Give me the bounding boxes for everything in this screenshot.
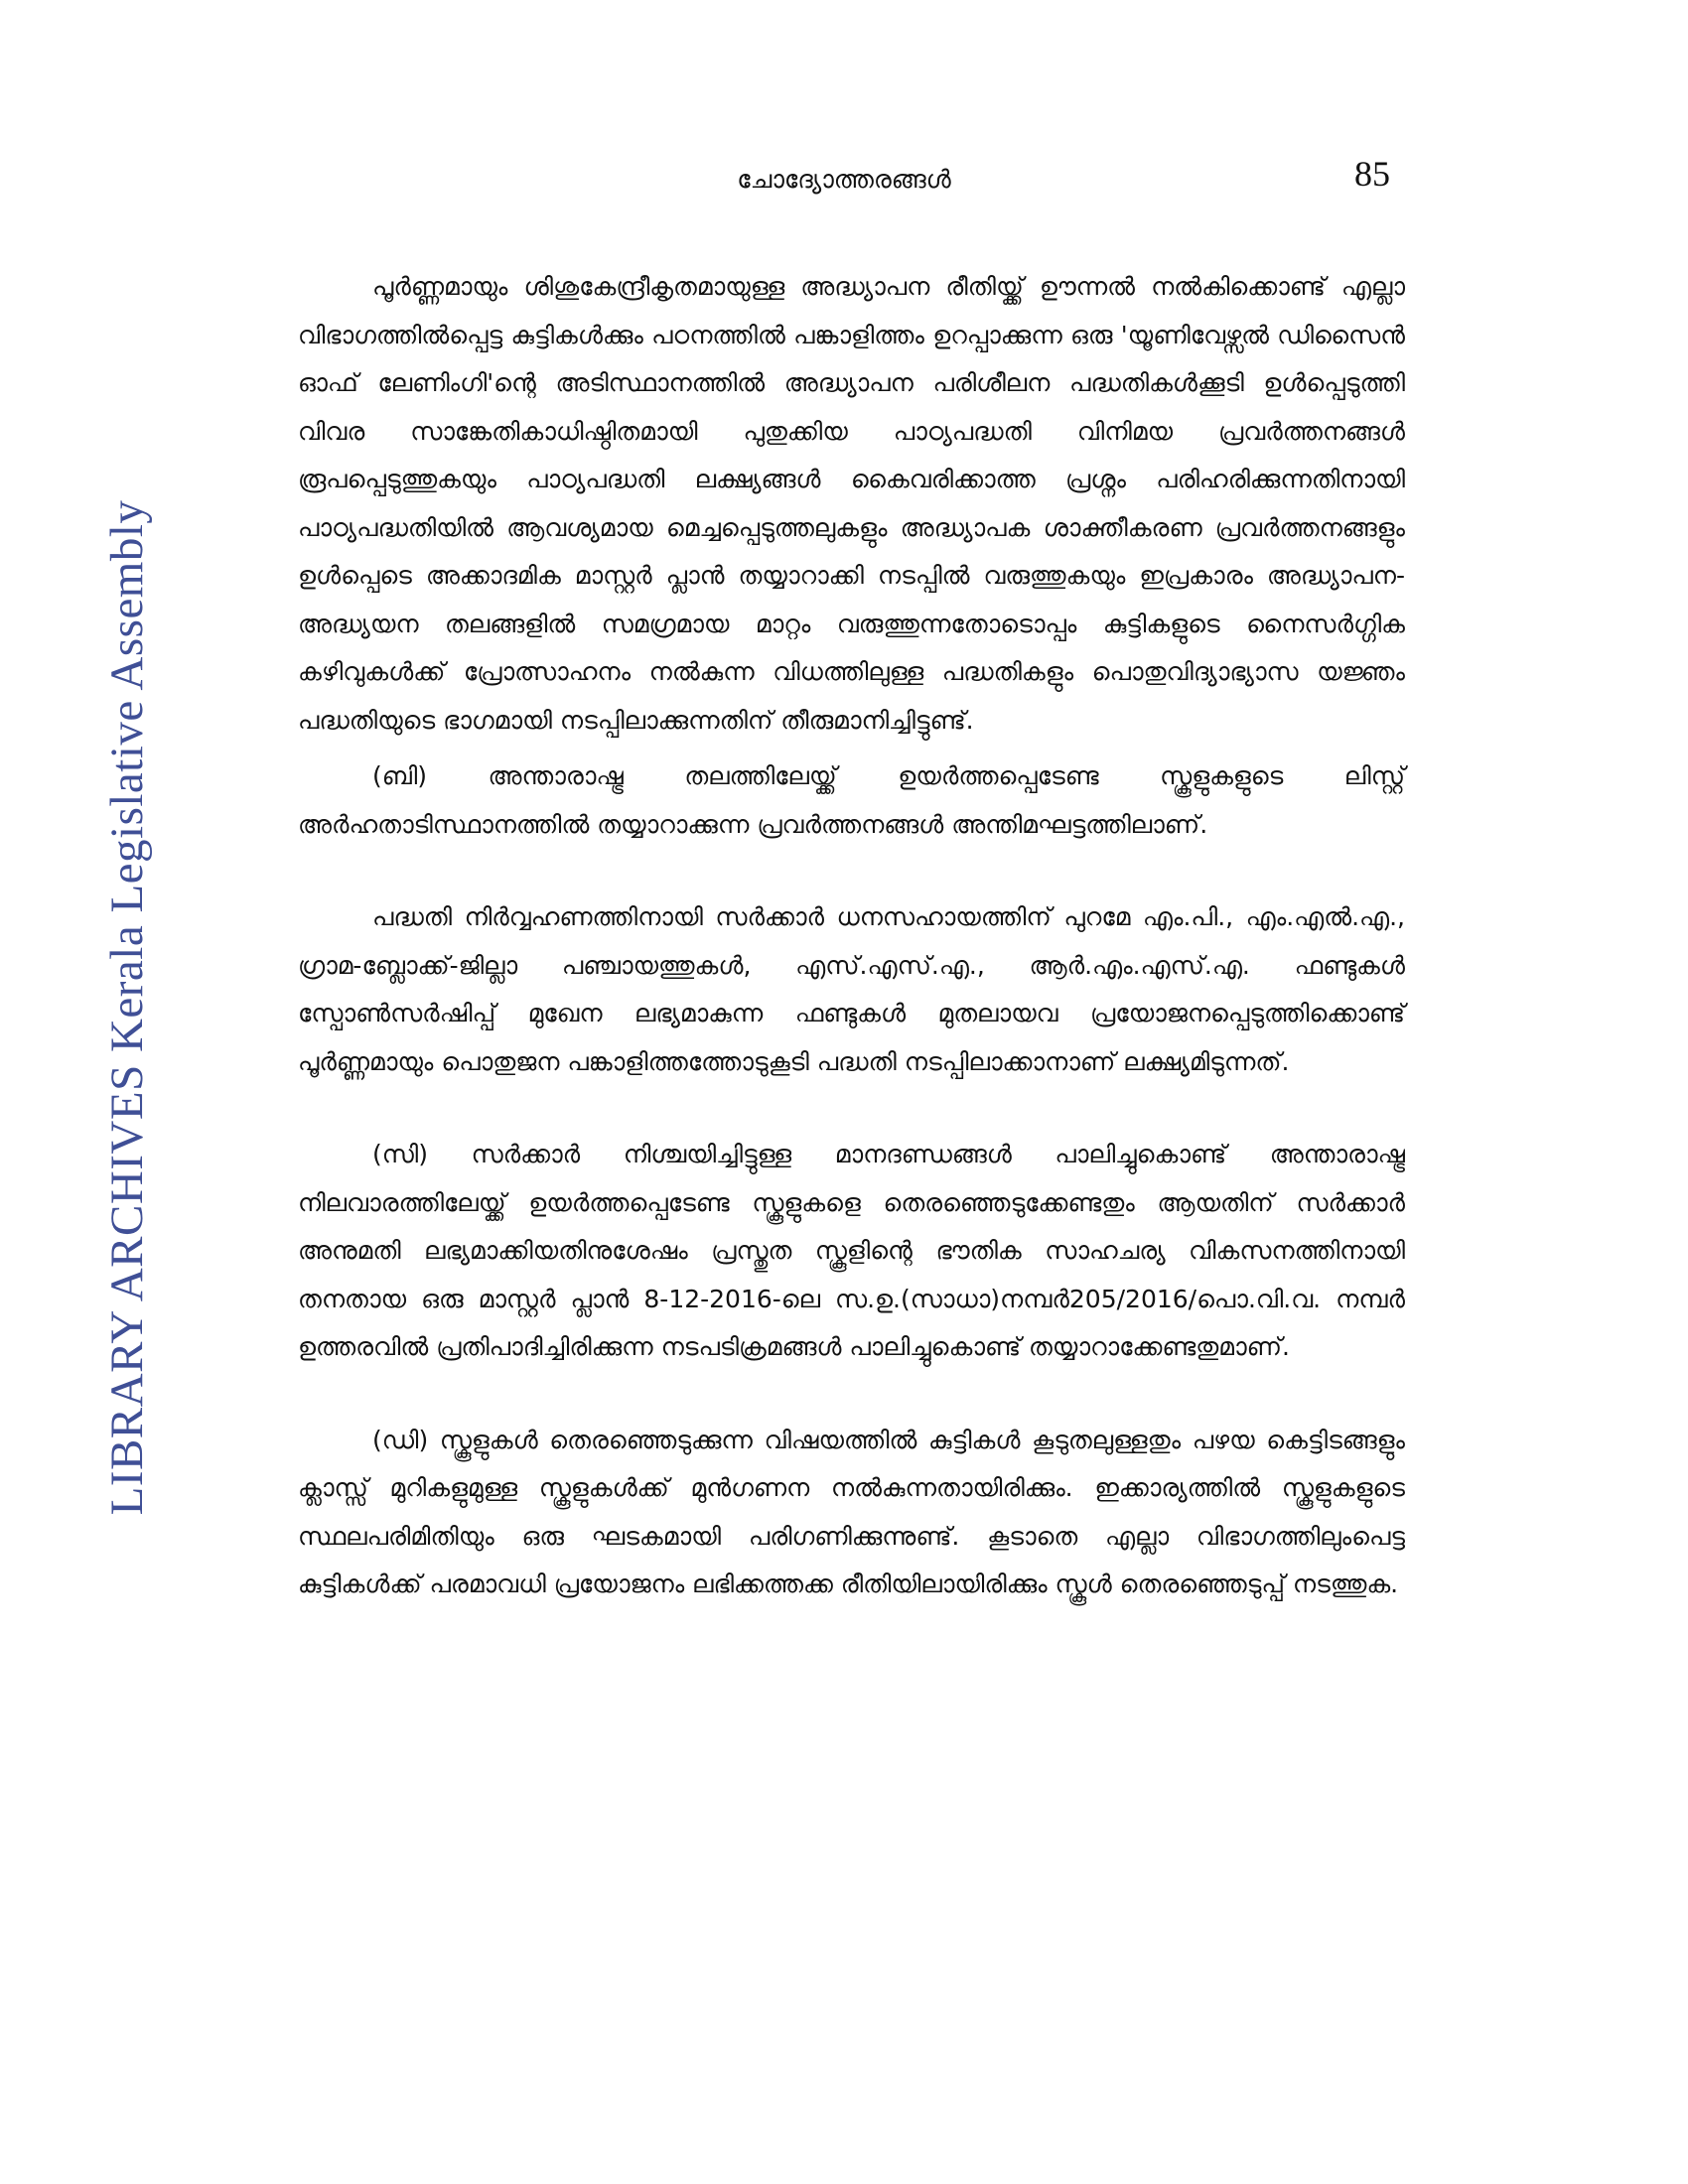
paragraph-answer-c: (സി) സർക്കാർ നിശ്ചയിച്ചിട്ടുള്ള മാനദണ്ഡങ്ങൾ പാലിച്ചുകൊണ്ട് അന്താരാഷ്ട്ര നിലവാരത്തിലേയ്ക്ക് ഉയർത്തപ്പെടേണ്ട സ്കൂളുകളെ തെരഞ്ഞെടുക്കേണ്ടതും ആയതിന് സർക്കാർ അനുമതി ലഭ്യമാക്കിയതിനുശേഷം പ്രസ്തുത സ്കൂളിന്റെ ഭൗതിക സാഹചര്യ വികസനത്തിനായി തനതായ ഒരു മാസ്റ്റർ പ്ലാൻ 8-12-2016-ലെ സ.ഉ.(സാധാ)നമ്പർ205/2016/പൊ.വി.വ. നമ്പർ ഉത്തരവിൽ പ്രതിപാദിച്ചിരിക്കുന്ന നടപടിക്രമങ്ങൾ പാലിച്ചുകൊണ്ട് തയ്യാറാക്കേണ്ടതുമാണ്. [298,1140,1405,1361]
archive-watermark: LIBRARY ARCHIVES Kerala Legislative Assembly [101,499,153,1516]
paragraph-curriculum-reform: പൂർണ്ണമായും ശിശുകേന്ദ്രീകൃതമായുള്ള അദ്ധ്യാപന രീതിയ്ക്ക് ഊന്നൽ നൽകിക്കൊണ്ട് എല്ലാ വിഭാഗത്തിൽപ്പെട്ട കുട്ടികൾക്കും പഠനത്തിൽ പങ്കാളിത്തം ഉറപ്പാക്കുന്ന ഒരു 'യൂണിവേഴ്സൽ ഡിസൈൻ ഓഫ് ലേണിംഗി'ന്റെ അടിസ്ഥാനത്തിൽ അദ്ധ്യാപന പരിശീലന പദ്ധതികൾക്കൂടി ഉൾപ്പെടുത്തി വിവര സാങ്കേതികാധിഷ്ഠിതമായി പുതുക്കിയ പാഠ്യപദ്ധതി വിനിമയ പ്രവർത്തനങ്ങൾ രൂപപ്പെടുത്തുകയും പാഠ്യപദ്ധതി ലക്ഷ്യങ്ങൾ കൈവരിക്കാത്ത പ്രശ്നം പരിഹരിക്കുന്നതിനായി പാഠ്യപദ്ധതിയിൽ ആവശ്യമായ മെച്ചപ്പെടുത്തലുകളും അദ്ധ്യാപക ശാക്തീകരണ പ്രവർത്തനങ്ങളും ഉൾപ്പെടെ അക്കാദമിക മാസ്റ്റർ പ്ലാൻ തയ്യാറാക്കി നടപ്പിൽ വരുത്തുകയും ഇപ്രകാരം അദ്ധ്യാപന-അദ്ധ്യയന തലങ്ങളിൽ സമഗ്രമായ മാറ്റം വരുത്തുന്നതോടൊപ്പം കുട്ടികളുടെ നൈസർഗ്ഗിക കഴിവുകൾക്ക് പ്രോത്സാഹനം നൽകുന്ന വിധത്തിലുള്ള പദ്ധതികളും പൊതുവിദ്യാഭ്യാസ യജ്ഞം പദ്ധതിയുടെ ഭാഗമായി നടപ്പിലാക്കുന്നതിന് തീരുമാനിച്ചിട്ടുണ്ട്. [298,272,1405,735]
paragraph-answer-d: (ഡി) സ്കൂളുകൾ തെരഞ്ഞെടുക്കുന്ന വിഷയത്തിൽ കുട്ടികൾ കൂടുതലുള്ളതും പഴയ കെട്ടിടങ്ങളും ക്ലാസ്സ് മുറികളുമുള്ള സ്കൂളുകൾക്ക് മുൻഗണന നൽകുന്നതായിരിക്കും. ഇക്കാര്യത്തിൽ സ്കൂളുകളുടെ സ്ഥലപരിമിതിയും ഒരു ഘടകമായി പരിഗണിക്കുന്നുണ്ട്. കൂടാതെ എല്ലാ വിഭാഗത്തിലുംപെട്ട കുട്ടികൾക്ക് പരമാവധി പ്രയോജനം ലഭിക്കത്തക്ക രീതിയിലായിരിക്കും സ്കൂൾ തെരഞ്ഞെടുപ്പ് നടത്തുക. [298,1425,1405,1598]
page-header [298,149,1390,208]
running-title: ചോദ്യോത്തരങ്ങൾ [737,165,951,194]
document-body [298,263,1405,1609]
page-number: 85 [1354,154,1390,194]
paragraph-answer-b: (ബി) അന്താരാഷ്ട്ര തലത്തിലേയ്ക്ക് ഉയർത്തപ്പെടേണ്ട സ്കൂളുകളുടെ ലിസ്റ്റ് അർഹതാടിസ്ഥാനത്തിൽ തയ്യാറാക്കുന്ന പ്രവർത്തനങ്ങൾ അന്തിമഘട്ടത്തിലാണ്. [298,761,1405,839]
paragraph-funding: പദ്ധതി നിർവ്വഹണത്തിനായി സർക്കാർ ധനസഹായത്തിന് പുറമേ എം.പി., എം.എൽ.എ., ഗ്രാമ-ബ്ലോക്ക്-ജില്ലാ പഞ്ചായത്തുകൾ, എസ്.എസ്.എ., ആർ.എം.എസ്.എ. ഫണ്ടുകൾ സ്പോൺസർഷിപ്പ് മുഖേന ലഭ്യമാകുന്ന ഫണ്ടുകൾ മുതലായവ പ്രയോജനപ്പെടുത്തിക്കൊണ്ട് പൂർണ്ണമായും പൊതുജന പങ്കാളിത്തത്തോടുകൂടി പദ്ധതി നടപ്പിലാക്കാനാണ് ലക്ഷ്യമിടുന്നത്. [298,902,1405,1076]
